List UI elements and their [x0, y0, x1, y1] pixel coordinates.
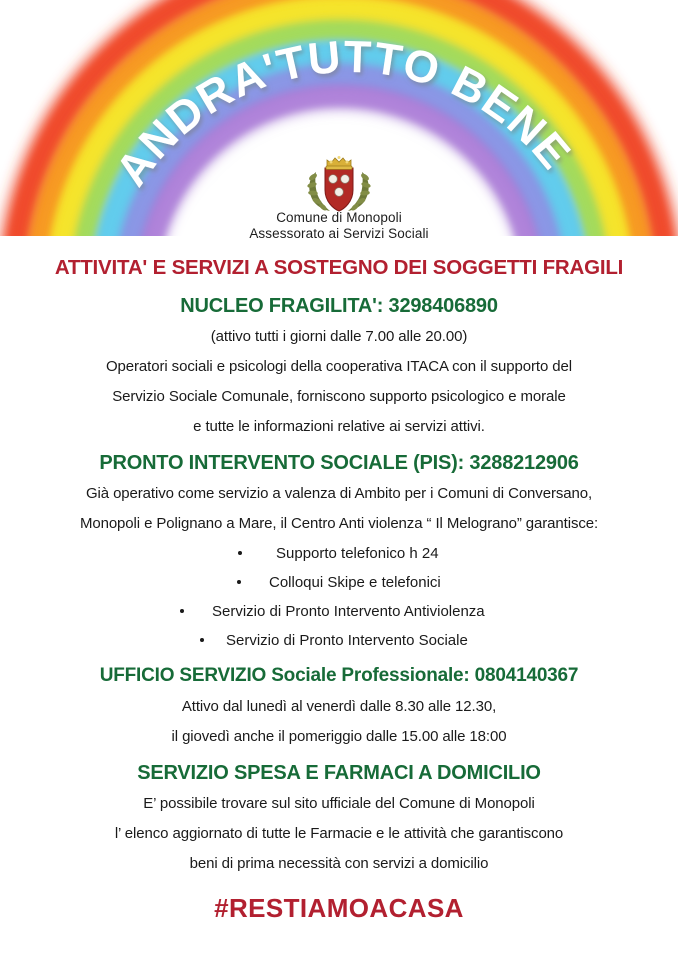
list-item-label: Servizio di Pronto Intervento Sociale: [226, 632, 468, 649]
rainbow-header: [0, 0, 678, 248]
services-bullet-list: [24, 539, 654, 655]
bullet-dot-icon: [237, 580, 241, 584]
section-line: Già operativo come servizio a valenza di Ambito per i Comuni di Conversano,: [85, 485, 593, 502]
section-line: il giovedì anche il pomeriggio dalle 15.00 alle 18:00: [171, 728, 507, 745]
section-heading: UFFICIO SERVIZIO Sociale Professionale: 0804140367: [99, 665, 579, 686]
monopoli-coat-of-arms-icon: [302, 152, 376, 214]
assessorato-name: Assessorato ai Servizi Sociali: [249, 226, 429, 241]
poster-body: [0, 256, 678, 923]
list-item-label: Colloqui Skipe e telefonici: [269, 574, 441, 591]
list-item-label: Servizio di Pronto Intervento Antiviolenza: [212, 603, 485, 620]
list-item: [24, 568, 654, 597]
bullet-dot-icon: [200, 638, 204, 642]
list-item-label: Supporto telefonico h 24: [276, 545, 439, 562]
section-heading: SERVIZIO SPESA E FARMACI A DOMICILIO: [137, 762, 541, 784]
comune-caption: [0, 210, 678, 242]
section-line: Monopoli e Polignano a Mare, il Centro Anti violenza “ Il Melograno” garantisce:: [79, 515, 599, 532]
section-line: l’ elenco aggiornato di tutte le Farmacie e le attività che garantiscono: [114, 825, 564, 842]
section-heading: NUCLEO FRAGILITA': 3298406890: [180, 295, 498, 317]
section-line: Servizio Sociale Comunale, forniscono supporto psicologico e morale: [112, 388, 566, 405]
section-line: beni di prima necessità con servizi a domicilio: [189, 855, 489, 872]
bullet-dot-icon: [238, 551, 242, 555]
section-ufficio-servizio-sociale: [24, 664, 654, 752]
section-line: (attivo tutti i giorni dalle 7.00 alle 20.00): [210, 328, 468, 345]
crest-container: [0, 152, 678, 219]
bullet-dot-icon: [180, 609, 184, 613]
section-line: Operatori sociali e psicologi della cooperativa ITACA con il supporto del: [105, 358, 572, 375]
section-line: E’ possibile trovare sul sito ufficiale del Comune di Monopoli: [143, 795, 535, 812]
section-line: Attivo dal lunedì al venerdì dalle 8.30 alle 12.30,: [181, 698, 497, 715]
list-item: [24, 626, 654, 655]
section-line: e tutte le informazioni relative ai servizi attivi.: [193, 418, 485, 435]
comune-name: Comune di Monopoli: [276, 210, 402, 225]
arc-headline-text: ANDRA'TUTTO BENE: [105, 30, 582, 195]
section-servizio-spesa-farmaci: [24, 761, 654, 879]
section-heading: PRONTO INTERVENTO SOCIALE (PIS): 3288212906: [99, 452, 579, 474]
list-item: [24, 597, 654, 626]
list-item: [24, 539, 654, 568]
hashtag-slogan: #RESTIAMOACASA: [214, 893, 464, 923]
page-title: ATTIVITA' E SERVIZI A SOSTEGNO DEI SOGGETTI FRAGILI: [54, 256, 624, 279]
section-nucleo-fragilita: [24, 294, 654, 442]
section-pronto-intervento-sociale: [24, 451, 654, 655]
